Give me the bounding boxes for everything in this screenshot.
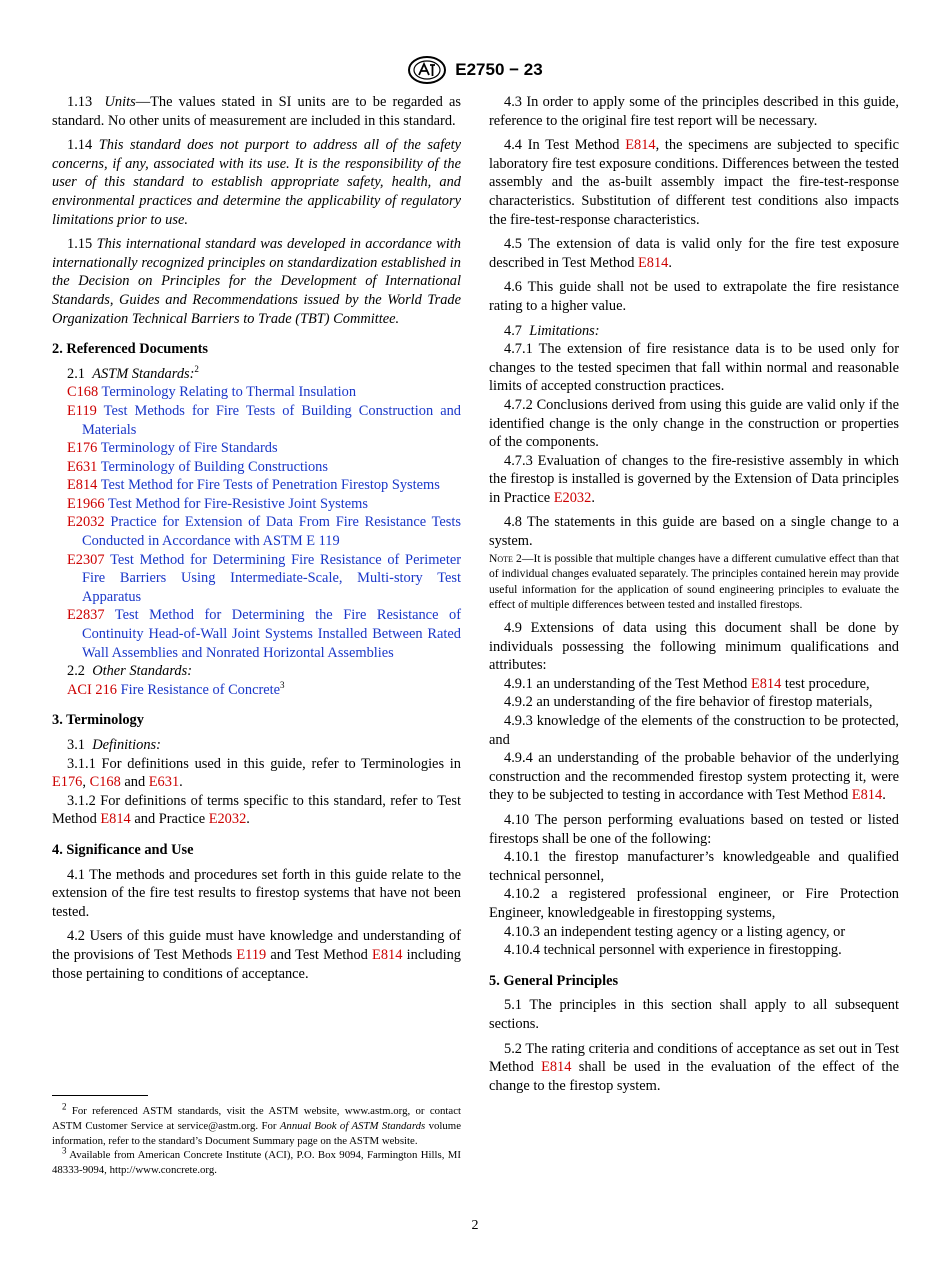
reference-code[interactable]: E1966 xyxy=(67,495,105,512)
footnote-3: $^3$ Available from American Concrete Institute (ACI), P.O. Box 9094, Farmington Hills, MI 48333-9094, http://www.concrete.org. xyxy=(52,1145,462,1177)
paragraph-4-9-2: 4.9.2 an understanding of the fire behavior of firestop materials, xyxy=(504,694,873,711)
reference-title[interactable]: Terminology of Fire Standards xyxy=(100,440,278,457)
reference-title[interactable]: Practice for Extension of Data From Fire Resistance Tests Conducted in Accordance with ASTM E 119 xyxy=(82,514,461,550)
reference-title[interactable]: Test Method for Determining Fire Resistance of Perimeter Fire Barriers Using Intermediate-Scale, Multi-story Test Apparatus xyxy=(82,551,461,605)
paragraph-1-13: 1.13 Units—The values stated in SI units are to be regarded as standard. No other units of measurement are included in this standard. xyxy=(52,94,461,129)
reference-e2032[interactable] xyxy=(52,513,461,550)
reference-e2307[interactable] xyxy=(52,551,461,607)
paragraph-4-9-4: 4.9.4 an understanding of the probable behavior of the underlying construction and the recommended firestop system protecting it, were they to be subjected to testing in accordance with Test Method E814. xyxy=(489,750,899,804)
paragraph-4-8: 4.8 The statements in this guide are based on a single change to a system. xyxy=(489,514,899,550)
reference-code[interactable]: E814 xyxy=(67,477,98,494)
link-e814[interactable]: E814 xyxy=(625,137,656,154)
paragraph-4-7-3: 4.7.3 Evaluation of changes to the fire-resistive assembly in which the firestop is installed is governed by the Extension of Data principles in Practice E2032. xyxy=(489,452,899,506)
link-e119[interactable]: E119 xyxy=(236,946,267,963)
reference-e1966[interactable] xyxy=(52,495,461,514)
paragraph-4-1: 4.1 The methods and procedures set forth in this guide relate to the extension of the fire test results to firestop systems that have not been tested. xyxy=(52,866,461,920)
astm-logo xyxy=(407,55,447,85)
link-e814[interactable]: E814 xyxy=(750,675,782,692)
page-number: 2 xyxy=(471,1218,479,1233)
reference-title[interactable]: Test Method for Determining the Fire Resistance of Continuity Head-of-Wall Joint Systems Installed Between Rated Wall Assemblies and Nonrated Horizontal Assemblies xyxy=(82,607,461,661)
paragraph-1-14: 1.14 This standard does not purport to address all of the safety concerns, if any, associated with its use. It is the responsibility of the user of this standard to establish appropriate safety, health, and environmental practices and determine the applicability of regulatory limitations prior to use. xyxy=(52,137,461,228)
paragraph-1-15: 1.15 This international standard was developed in accordance with internationally recognized principles on standardization established in the Decision on Principles for the Development of International Standards, Guides and Recommendations issued by the World Trade Organization Technical Barriers to Trade (TBT) Committee. xyxy=(52,236,461,327)
page-header xyxy=(0,55,950,85)
paragraph-2-1: 2.1 ASTM Standards:$^2$ xyxy=(67,363,199,382)
paragraph-4-10-4: 4.10.4 technical personnel with experience in firestopping. xyxy=(504,942,842,959)
note-2: Note 2—It is possible that multiple changes have a different cumulative effect than that of individual changes evaluated separately. The principles contained herein may provide useful information for the application of sound engineering principles to evaluate the effect of multiple differences between tested and installed firestops. xyxy=(489,551,899,612)
paragraph-4-7: 4.7 Limitations: xyxy=(504,322,600,339)
paragraph-2-2: 2.2 Other Standards: xyxy=(67,663,193,680)
paragraph-4-10-2: 4.10.2 a registered professional engineer, or Fire Protection Engineer, knowledgeable in firestopping systems, xyxy=(489,886,899,921)
paragraph-4-9: 4.9 Extensions of data using this document shall be done by individuals possessing the following minimum qualifications and attributes: xyxy=(489,620,899,674)
paragraph-4-5: 4.5 The extension of data is valid only for the fire test exposure described in Test Method E814. xyxy=(489,236,899,271)
link-e176[interactable]: E176 xyxy=(52,774,83,791)
reference-title[interactable]: Terminology Relating to Thermal Insulation xyxy=(101,384,357,401)
reference-title[interactable]: Fire Resistance of Concrete xyxy=(120,681,281,698)
section-3-heading: 3. Terminology xyxy=(52,712,144,729)
paragraph-4-9-1: 4.9.1 an understanding of the Test Method E814 test procedure, xyxy=(504,675,870,692)
paragraph-5-2: 5.2 The rating criteria and conditions of acceptance as set out in Test Method E814 shall be used in the evaluation of the effect of the change to the firestop system. xyxy=(489,1040,900,1094)
section-2-heading: 2. Referenced Documents xyxy=(52,341,208,358)
reference-code[interactable]: ACI 216 xyxy=(67,681,117,698)
link-e814[interactable]: E814 xyxy=(851,787,883,804)
reference-title[interactable]: Test Method for Fire Tests of Penetration Firestop Systems xyxy=(100,477,440,494)
link-e2032[interactable]: E2032 xyxy=(553,489,592,506)
paragraph-4-10: 4.10 The person performing evaluations based on tested or listed firestops shall be one of the following: xyxy=(489,811,899,847)
section-5-heading: 5. General Principles xyxy=(489,972,619,989)
reference-code[interactable]: C168 xyxy=(67,384,99,401)
paragraph-4-4: 4.4 In Test Method E814, the specimens are subjected to specific laboratory fire test exposure conditions. Differences between the tested assembly and the as-built assembly impact the fire-test-response characteristics. Substitution of different test conditions also impacts the fire-test-response characteristics. xyxy=(489,137,899,228)
paragraph-3-1: 3.1 Definitions: xyxy=(67,737,161,753)
reference-code[interactable]: E119 xyxy=(67,402,97,419)
left-column xyxy=(52,93,461,983)
paragraph-4-7-2: 4.7.2 Conclusions derived from using this guide are valid only if the identified change is the only change in the construction or properties of the components. xyxy=(489,396,899,451)
footnote-2: $^2$ For referenced ASTM standards, visit the ASTM website, www.astm.org, or contact ASTM Customer Service at service@astm.org. For Annual Book of ASTM Standards volume information, refer to the standard’s Document Summary page on the ASTM website. xyxy=(52,1101,461,1147)
reference-code[interactable]: E176 xyxy=(67,440,98,457)
reference-code[interactable]: E2307 xyxy=(67,551,105,568)
reference-e631[interactable] xyxy=(52,458,461,477)
reference-aci-216[interactable]: ACI 216 Fire Resistance of Concrete$^3$ xyxy=(67,680,285,698)
paragraph-5-1: 5.1 The principles in this section shall apply to all subsequent sections. xyxy=(489,997,899,1032)
reference-e814[interactable] xyxy=(52,476,461,495)
reference-code[interactable]: E631 xyxy=(67,458,98,475)
link-e631[interactable]: E631 xyxy=(148,774,180,791)
paragraph-4-3: 4.3 In order to apply some of the principles described in this guide, reference to the original fire test report will be necessary. xyxy=(489,94,899,129)
reference-e2837[interactable] xyxy=(52,606,461,662)
link-e814[interactable]: E814 xyxy=(541,1059,572,1076)
reference-title[interactable]: Test Method for Fire-Resistive Joint Systems xyxy=(107,495,368,512)
reference-c168[interactable] xyxy=(52,383,461,402)
paragraph-4-10-3: 4.10.3 an independent testing agency or a listing agency, or xyxy=(504,923,846,940)
document-id: E2750 − 23 xyxy=(455,60,543,79)
paragraph-4-2: 4.2 Users of this guide must have knowledge and understanding of the provisions of Test Methods E119 and Test Method E814 including those pertaining to conditions of acceptance. xyxy=(52,928,461,982)
footnote-divider xyxy=(52,1095,148,1096)
paragraph-3-1-2: 3.1.2 For definitions of terms specific to this standard, refer to Test Method E814 and Practice E2032. xyxy=(52,792,461,828)
paragraph-3-1-1: 3.1.1 For definitions used in this guide, refer to Terminologies in E176, C168 and E631. xyxy=(52,755,461,791)
paragraph-4-10-1: 4.10.1 the firestop manufacturer’s knowledgeable and qualified technical personnel, xyxy=(489,849,899,884)
link-e2032[interactable]: E2032 xyxy=(208,811,247,828)
section-4-heading: 4. Significance and Use xyxy=(52,841,194,858)
paragraph-4-9-3: 4.9.3 knowledge of the elements of the construction to be protected, and xyxy=(489,713,899,748)
link-e814[interactable]: E814 xyxy=(100,811,131,828)
paragraph-4-7-1: 4.7.1 The extension of fire resistance data is to be used only for changes to the tested specimen that fall within normal and reasonable limits of accepted construction practices. xyxy=(489,341,899,395)
reference-code[interactable]: E2837 xyxy=(67,607,105,624)
astm-reference-list xyxy=(52,383,461,662)
link-e814[interactable]: E814 xyxy=(372,946,403,963)
reference-title[interactable]: Test Methods for Fire Tests of Building Construction and Materials xyxy=(82,402,461,438)
link-c168[interactable]: C168 xyxy=(89,774,121,791)
footnotes xyxy=(52,1101,462,1178)
link-e814[interactable]: E814 xyxy=(638,254,669,271)
reference-e176[interactable] xyxy=(52,439,461,458)
reference-code[interactable]: E2032 xyxy=(67,514,105,531)
reference-title[interactable]: Terminology of Building Constructions xyxy=(100,458,328,475)
right-column xyxy=(489,93,899,1095)
reference-e119[interactable] xyxy=(52,402,461,439)
paragraph-4-6: 4.6 This guide shall not be used to extrapolate the fire resistance rating to a higher value. xyxy=(489,279,899,314)
